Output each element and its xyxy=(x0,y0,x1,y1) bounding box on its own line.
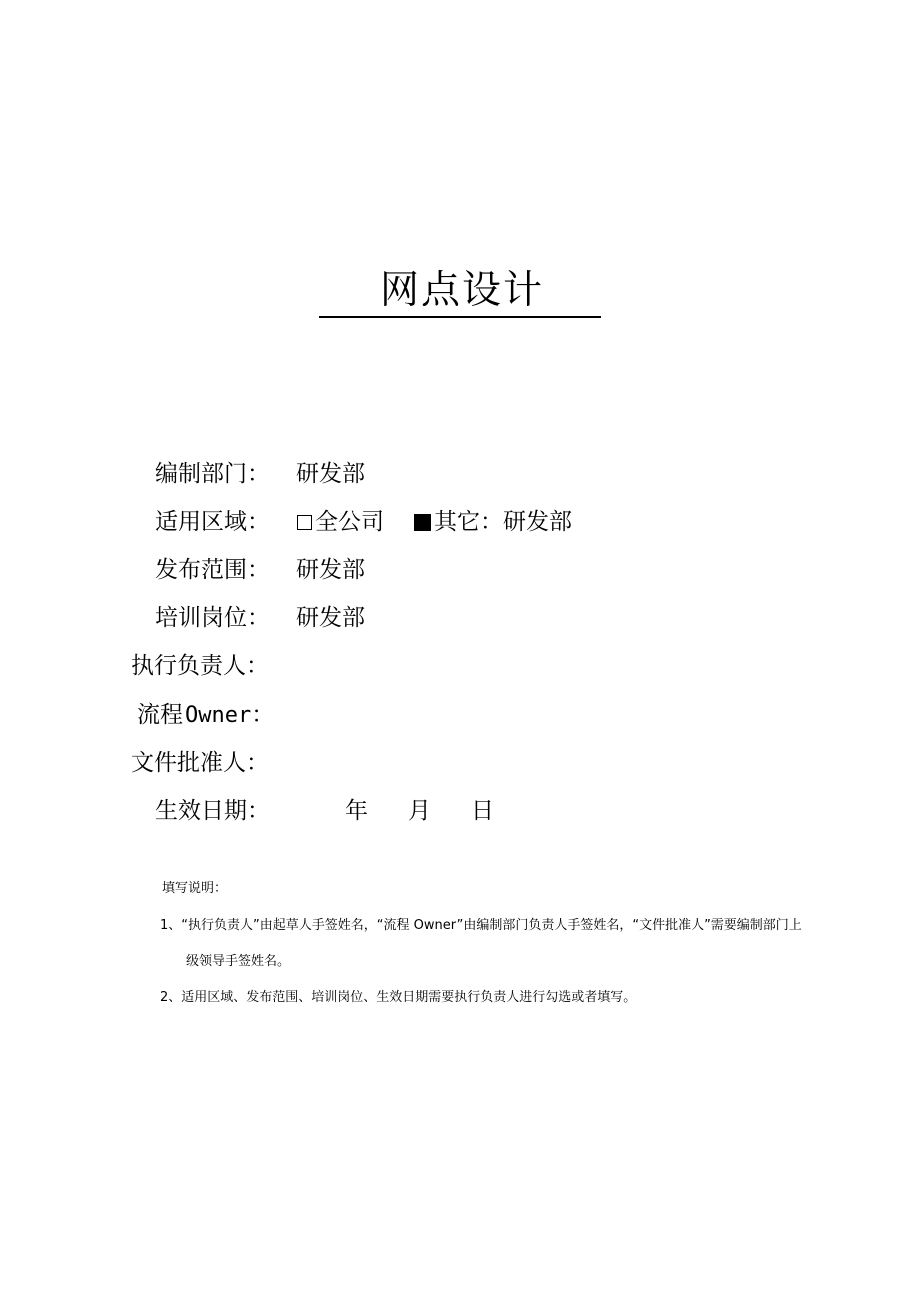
field-release-value: 研发部 xyxy=(296,557,365,583)
field-training-label: 培训岗位： xyxy=(155,605,270,631)
date-day-label: 日 xyxy=(471,798,494,824)
field-approver-label: 文件批准人： xyxy=(131,750,269,776)
field-dept-label: 编制部门： xyxy=(155,461,270,487)
field-training-value: 研发部 xyxy=(296,605,365,631)
checkbox-checked-icon[interactable] xyxy=(414,514,431,531)
document-title-underline xyxy=(319,266,601,318)
scope-option-other[interactable] xyxy=(414,509,572,535)
date-year-label: 年 xyxy=(345,798,368,824)
notes-heading: 填写说明： xyxy=(162,881,228,896)
field-effective-date xyxy=(155,796,494,826)
document-title: 网点设计 xyxy=(379,268,544,313)
field-training xyxy=(155,603,365,633)
field-executor-label: 执行负责人： xyxy=(131,653,269,679)
scope-option-company[interactable] xyxy=(297,509,384,535)
field-effective-label: 生效日期： xyxy=(155,798,270,824)
scope-option-company-label: 全公司 xyxy=(315,509,384,535)
scope-option-other-label: 其它：研发部 xyxy=(434,509,572,535)
field-scope-label: 适用区域： xyxy=(155,509,270,535)
notes-item-2: 2、适用区域、发布范围、培训岗位、生效日期需要执行负责人进行勾选或者填写。 xyxy=(160,990,637,1005)
field-executor xyxy=(131,651,269,681)
field-scope xyxy=(155,507,572,537)
field-dept xyxy=(155,459,365,489)
field-owner xyxy=(137,700,274,731)
field-dept-value: 研发部 xyxy=(296,461,365,487)
field-release-label: 发布范围： xyxy=(155,557,270,583)
field-approver xyxy=(131,748,269,778)
notes-item-1-line-1: 1、“执行负责人”由起草人手签姓名，“流程 Owner”由编制部门负责人手签姓名，“文件批准人”需要编制部门上 xyxy=(160,918,802,933)
field-release xyxy=(155,555,365,585)
date-month-label: 月 xyxy=(408,798,431,824)
notes-item-1-line-2: 级领导手签姓名。 xyxy=(186,954,291,969)
checkbox-unchecked-icon[interactable] xyxy=(297,515,312,530)
field-owner-label: 流程Owner： xyxy=(137,702,275,728)
